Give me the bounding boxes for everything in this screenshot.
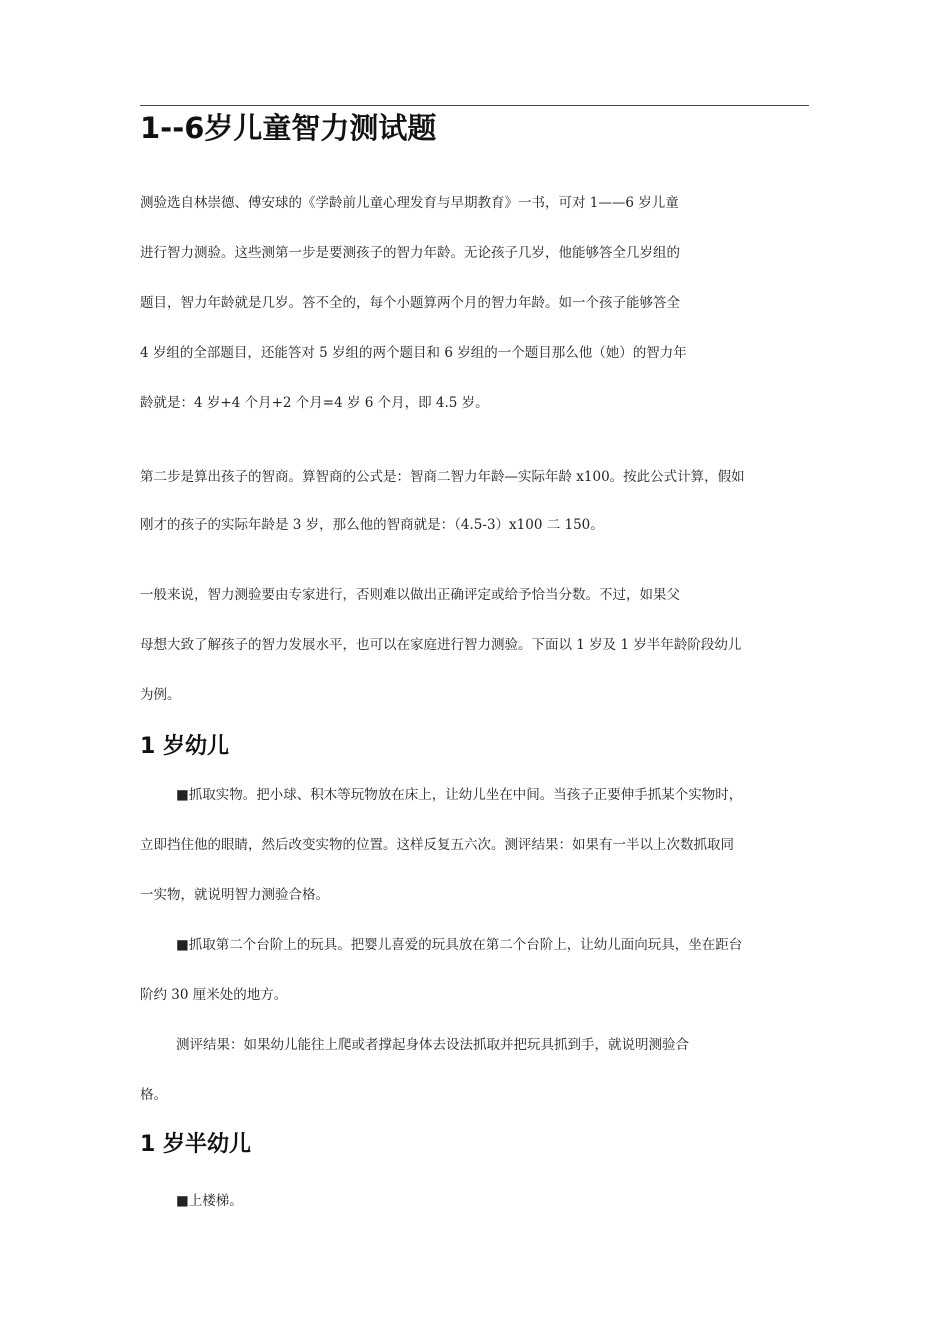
intro-line: 4 岁组的全部题目，还能答对 5 岁组的两个题目和 6 岁组的一个题目那么他（她）的智力年 xyxy=(140,345,687,361)
section1-item2-line: 阶约 30 厘米处的地方。 xyxy=(140,987,288,1003)
step2-line: 刚才的孩子的实际年龄是 3 岁，那么他的智商就是：（4.5-3）x100 二 150。 xyxy=(140,517,604,533)
step2-line: 第二步是算出孩子的智商。算智商的公式是：智商二智力年龄—实际年龄 x100。按此公式计算，假如 xyxy=(140,469,745,485)
intro-line: 龄就是：4 岁+4 个月+2 个月=4 岁 6 个月，即 4.5 岁。 xyxy=(140,395,489,411)
section2-item1-line: ■上楼梯。 xyxy=(176,1193,243,1209)
section1-item1-line: 一实物，就说明智力测验合格。 xyxy=(140,887,329,903)
section1-item1-line: 立即挡住他的眼睛，然后改变实物的位置。这样反复五六次。测评结果：如果有一半以上次数抓取同 xyxy=(140,837,734,853)
section1-item1-line: ■抓取实物。把小球、积木等玩物放在床上，让幼儿坐在中间。当孩子正要伸手抓某个实物时， xyxy=(176,787,743,803)
intro-line: 题目，智力年龄就是几岁。答不全的，每个小题算两个月的智力年龄。如一个孩子能够答全 xyxy=(140,295,680,311)
section1-item2-line: ■抓取第二个台阶上的玩具。把婴儿喜爱的玩具放在第二个台阶上，让幼儿面向玩具，坐在距台 xyxy=(176,937,743,953)
intro-line: 测验选自林崇德、傅安球的《学龄前儿童心理发育与早期教育》一书，可对 1——6 岁儿童 xyxy=(140,195,679,211)
intro-line: 进行智力测验。这些测第一步是要测孩子的智力年龄。无论孩子几岁，他能够答全几岁组的 xyxy=(140,245,680,261)
general-line: 母想大致了解孩子的智力发展水平，也可以在家庭进行智力测验。下面以 1 岁及 1 岁半年龄阶段幼儿 xyxy=(140,637,742,653)
document-title: 1--6岁儿童智力测试题 xyxy=(140,111,437,145)
general-line: 一般来说，智力测验要由专家进行，否则难以做出正确评定或给予恰当分数。不过，如果父 xyxy=(140,587,680,603)
section1-result-line: 格。 xyxy=(140,1087,167,1103)
section-heading-1-year: 1 岁幼儿 xyxy=(140,734,229,759)
general-line: 为例。 xyxy=(140,687,181,703)
section1-result-line: 测评结果：如果幼儿能往上爬或者撑起身体去设法抓取并把玩具抓到手，就说明测验合 xyxy=(176,1037,689,1053)
section-heading-1-5-year: 1 岁半幼儿 xyxy=(140,1132,251,1157)
